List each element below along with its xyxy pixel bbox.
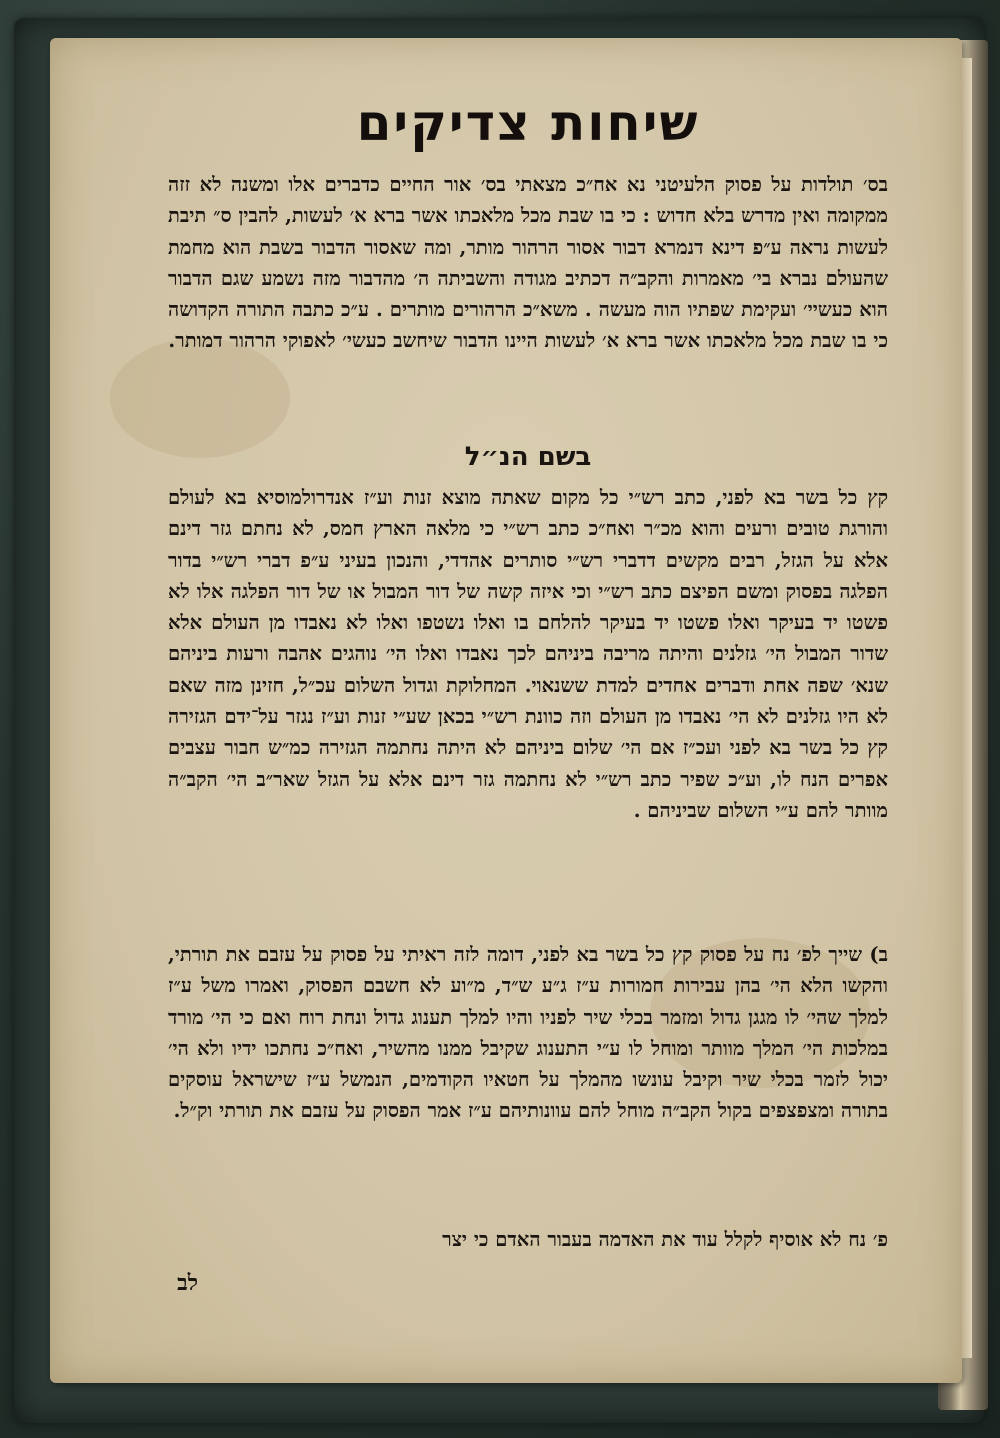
page-text-block [168,38,888,1383]
paragraph-4: פ׳ נח לא אוסיף לקלל עוד את האדמה בעבור האדם כי יצר [442,1228,888,1251]
paragraph-1: בס׳ תולדות על פסוק הלעיטני נא אח״כ מצאתי בס׳ אור החיים כדברים אלו ומשנה לא זזה ממקומה ואין מדרש בלא חדוש : כי בו שבת מכל מלאכתו אשר ברא א׳ לעשות, להבין ס״ תיבת לעשות נראה ע״פ דינא דנמרא דבור אסור הרהור מותר, ומה שאסור הדבור בשבת הוא מחמת שהעולם נברא בי׳ מאמרות והקב״ה דכתיב מגודה והשביתה ה׳ מהדבור מזה נשמע שגם הדבור הוא כעשיי׳ ועקימת שפתיו הוה מעשה . משא״כ הרהורים מותרים . ע״כ כתבה התורה הקדושה כי בו שבת מכל מלאכתו אשר ברא א׳ לעשות היינו הדבור שיחשב כעשי׳ לאפוקי הרהור דמותר. [168,173,888,353]
paragraph-2: קץ כל בשר בא לפני, כתב רש״י כל מקום שאתה מוצא זנות וע״ז אנדרולמוסיא בא לעולם והורגת טובים ורעים והוא מכ״ר ואח״כ כתב רש״י כי מלאה הארץ חמס, לא נחתם גזר דינם אלא על הגזל, רבים מקשים דדברי רש״י סותרים אהדדי, והנכון בעיני ע״פ דברי רש״י בדור הפלגה בפסוק ומשם הפיצם כתב רש״י וכי איזה קשה של דור המבול או של דור הפלגה אלו לא פשטו יד בעיקר ואלו פשטו יד בעיקר להלחם בו ואלו נשטפו ואלו לא נאבדו מן העולם אלא שדור המבול הי׳ גזלנים והיתה מריבה ביניהם לכך נאבדו ואלו הי׳ נוהגים אהבה ורעות ביניהם שנא׳ שפה אחת ודברים אחדים למדת ששנאוי. המחלוקת וגדול השלום עכ״ל, חזינן מזה שאם לא היו גזלנים לא הי׳ נאבדו מן העולם וזה כוונת רש״י בכאן שע״י זנות וע״ז נגזר על־ידם הגזירה קץ כל בשר בא לפני ועכ״ז אם הי׳ שלום ביניהם לא היתה נחתמה הגזירה כמ״ש חבור עצבים אפרים הנח לו, וע״כ שפיר כתב רש״י לא נחתמה גזר דינם אלא על הגזל שאר״ב הי׳ הקב״ה מוותר להם ע״י השלום שביניהם . [168,486,888,822]
section-heading: בשם הנ״ל [464,442,592,472]
page-sheet [50,38,962,1383]
page-title: שיחות צדיקים [356,94,700,152]
catchword: לב [177,1270,198,1296]
page-edge [962,58,972,1358]
paragraph-3: ב) שייך לפ׳ נח על פסוק קץ כל בשר בא לפני, דומה לזה ראיתי על פסוק על עזבם את תורתי, והקשו הלא הי׳ בהן עבירות חמורות ע״ז ג״ע ש״ד, מ״וע לא חשבם הפסוק, ואמרו משל ע״ז למלך שהי׳ לו מגגן גדול ומזמר בכלי שיר לפניו והיו למלך תענוג גדול ונחת רוח ואם כי הי׳ מורד במלכות הי׳ המלך מוותר ומוחל לו ע״י התענוג שקיבל ממנו מהשיר, ואח״כ נחתכו ידיו ולא הי׳ יכול לזמר בכלי שיר וקיבל עונשו מהמלך על חטאיו הקודמים, הנמשל ע״ז שישראל עוסקים בתורה ומצפצפים בקול הקב״ה מוחל להם עוונותיהם ע״ז אמר הפסוק על עזבם את תורתי וק״ל. [168,943,888,1123]
